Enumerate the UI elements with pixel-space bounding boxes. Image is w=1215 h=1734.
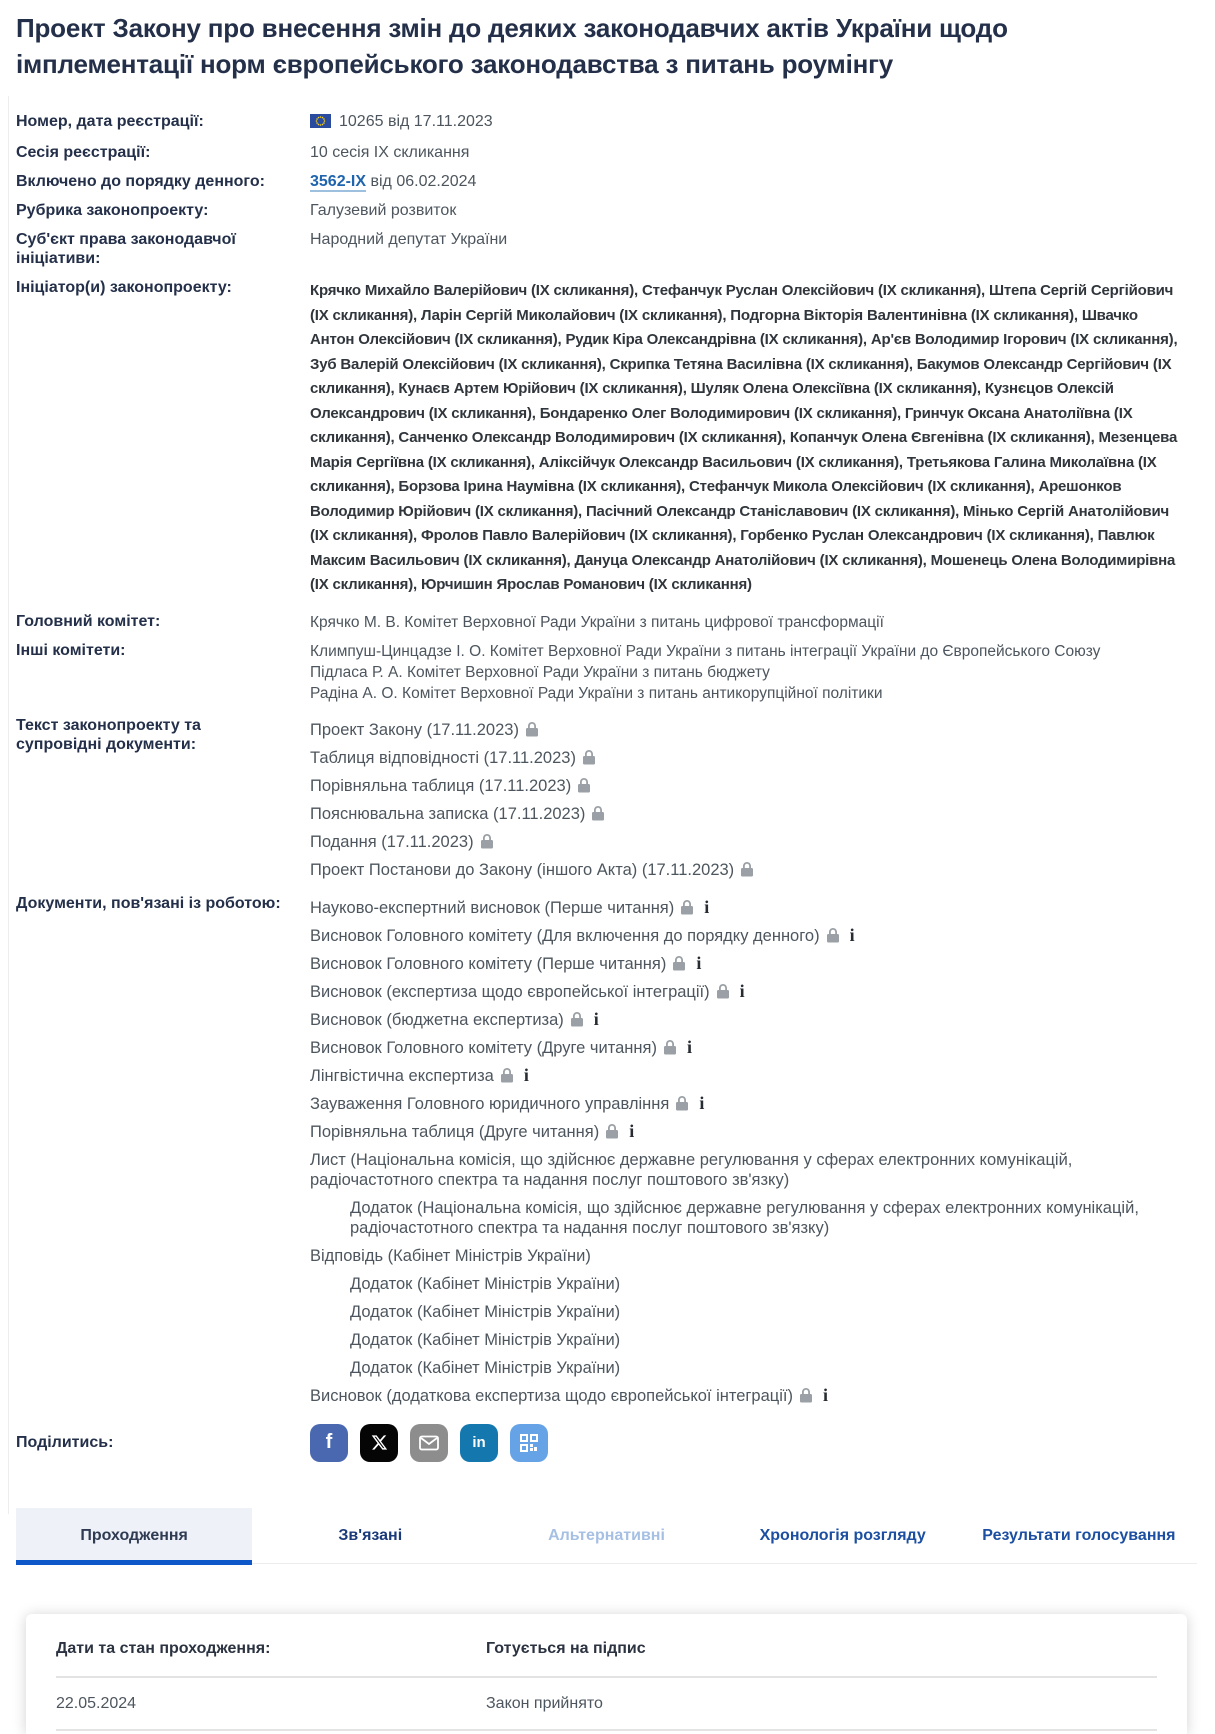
- document-link[interactable]: Висновок (додаткова експертиза щодо європейської інтеграції): [310, 1386, 793, 1405]
- related-document-item[interactable]: [310, 978, 1170, 1006]
- related-document-item[interactable]: [310, 1354, 1170, 1382]
- document-link[interactable]: Порівняльна таблиця (Друге читання): [310, 1122, 600, 1141]
- facebook-icon[interactable]: [310, 1424, 348, 1462]
- tab-alternative: Альтернативні: [548, 1526, 665, 1544]
- lock-icon: [740, 862, 754, 877]
- bill-page: [0, 10, 1215, 1734]
- page-title: Проект Закону про внесення змін до деяких законодавчих актів України щодо імплементації норм європейського законодавства з питань роумінгу: [16, 13, 1008, 79]
- related-document-item[interactable]: [310, 1194, 1170, 1242]
- qr-code-icon[interactable]: [510, 1424, 548, 1462]
- field-bill-documents: [16, 716, 1197, 884]
- info-icon[interactable]: i: [704, 896, 710, 917]
- passage-table-body: [56, 1678, 1157, 1731]
- info-icon[interactable]: i: [523, 1064, 529, 1085]
- passage-card: [26, 1614, 1187, 1734]
- document-link[interactable]: Проект Закону (17.11.2023): [310, 720, 519, 739]
- document-link[interactable]: Додаток (Національна комісія, що здійснює державне регулювання у сферах електронних комунікацій, радіочастотного спектра та надання послуг поштового зв'язку): [350, 1198, 1139, 1237]
- info-icon[interactable]: i: [739, 980, 745, 1001]
- document-link[interactable]: Відповідь (Кабінет Міністрів України): [310, 1246, 591, 1265]
- bill-document-item[interactable]: [310, 772, 1170, 800]
- related-document-item[interactable]: [310, 1090, 1170, 1118]
- passage-table-header: [56, 1614, 1157, 1676]
- linkedin-icon[interactable]: [460, 1424, 498, 1462]
- bill-documents-list: [310, 716, 1197, 884]
- field-value: [310, 112, 1197, 133]
- x-twitter-icon[interactable]: [360, 1424, 398, 1462]
- info-icon[interactable]: i: [822, 1384, 828, 1405]
- related-document-item[interactable]: [310, 1242, 1170, 1270]
- document-link[interactable]: Додаток (Кабінет Міністрів України): [350, 1302, 621, 1321]
- info-icon[interactable]: i: [699, 1092, 705, 1113]
- passage-status: Закон прийнято: [486, 1694, 603, 1712]
- tab-bar: [16, 1508, 1197, 1564]
- field-other-committees: [16, 641, 1197, 704]
- document-link[interactable]: Пояснювальна записка (17.11.2023): [310, 804, 586, 823]
- field-label: Включено до порядку денного:: [16, 173, 265, 190]
- passage-header-dates: Дати та стан проходження:: [56, 1639, 271, 1657]
- document-link[interactable]: Проект Постанови до Закону (іншого Акта) (17.11.2023): [310, 860, 735, 879]
- info-icon[interactable]: i: [849, 924, 855, 945]
- document-link[interactable]: Порівняльна таблиця (17.11.2023): [310, 776, 572, 795]
- document-link[interactable]: Висновок Головного комітету (Для включення до порядку денного): [310, 926, 820, 945]
- related-document-item[interactable]: [310, 1006, 1170, 1034]
- initiators-list: Крячко Михайло Валерійович (ІХ скликання), Стефанчук Руслан Олексійович (ІХ скликання), Штепа Сергій Сергійович (ІХ скликання), Ларін Сергій Миколайович (ІХ скликання), Подгорна Вікторія Валентинівна (ІХ скликання), Швачко Антон Олексійович (ІХ скликання), Рудик Кіра Олександрівна (ІХ скликання), Ар'єв Володимир Ігорович (ІХ скликання), Зуб Валерій Олексійович (ІХ скликання), Скрипка Тетяна Василівна (ІХ скликання), Бакумов Олександр Сергійович (ІХ скликання), Кунаєв Артем Юрійович (ІХ скликання), Шуляк Олена Олексіївна (ІХ скликання), Кузнєцов Олексій Олександрович (ІХ скликання), Бондаренко Олег Володимирович (ІХ скликання), Гринчук Оксана Анатоліївна (ІХ скликання), Санченко Олександр Володимирович (ІХ скликання), Копанчук Олена Євгенівна (ІХ скликання), Мезенцева Марія Сергіївна (ІХ скликання), Аліксійчук Олександр Васильович (ІХ скликання), Третьякова Галина Миколаївна (ІХ скликання), Борзова Ірина Наумівна (ІХ скликання), Стефанчук Микола Олексійович (ІХ скликання), Арешонков Володимир Юрійович (ІХ скликання), Пасічний Олександр Станіславович (ІХ скликання), Мінько Сергій Анатолійович (ІХ скликання), Фролов Павло Валерійович (ІХ скликання), Горбенко Руслан Олександрович (ІХ скликання), Павлюк Максим Васильович (ІХ скликання), Дануца Олександр Анатолійович (ІХ скликання), Мошенець Олена Володимирівна (ІХ скликання), Юрчишин Ярослав Романович (ІХ скликання): [310, 282, 1178, 593]
- rubric-value: Галузевий розвиток: [310, 202, 457, 219]
- lock-icon: [799, 1388, 813, 1403]
- eu-flag-icon: [310, 114, 331, 133]
- x-glyph: [371, 1434, 388, 1451]
- field-label: Сесія реєстрації:: [16, 144, 151, 161]
- related-document-item[interactable]: [310, 1118, 1170, 1146]
- field-label: Інші комітети:: [16, 641, 126, 659]
- lock-icon: [672, 956, 686, 971]
- lock-icon: [500, 1068, 514, 1083]
- registration-number: 10265 від 17.11.2023: [339, 113, 493, 130]
- field-label: Номер, дата реєстрації:: [16, 113, 204, 130]
- field-label: Поділитись:: [16, 1434, 114, 1451]
- info-icon[interactable]: i: [696, 952, 702, 973]
- tab-related[interactable]: Зв'язані: [338, 1526, 403, 1544]
- lock-icon: [480, 834, 494, 849]
- tab-passage[interactable]: Проходження: [16, 1508, 252, 1564]
- related-documents-list: [310, 894, 1197, 1410]
- committee-line: Радіна А. О. Комітет Верховної Ради України з питань антикорупційної політики: [310, 684, 883, 702]
- field-main-committee: [16, 612, 1197, 633]
- subject-value: Народний депутат України: [310, 231, 508, 248]
- document-link[interactable]: Подання (17.11.2023): [310, 832, 474, 851]
- lock-icon: [680, 900, 694, 915]
- field-share: [16, 1424, 1197, 1462]
- related-document-item[interactable]: [310, 1326, 1170, 1354]
- field-subject: [16, 230, 1197, 268]
- document-link[interactable]: Висновок Головного комітету (Перше читання): [310, 954, 667, 973]
- related-document-item[interactable]: [310, 1382, 1170, 1410]
- document-link[interactable]: Додаток (Кабінет Міністрів України): [350, 1358, 621, 1377]
- lock-icon: [582, 750, 596, 765]
- info-icon[interactable]: i: [593, 1008, 599, 1029]
- related-document-item[interactable]: [310, 1298, 1170, 1326]
- linkedin-glyph: in: [472, 1434, 486, 1451]
- bill-document-item[interactable]: [310, 716, 1170, 744]
- document-link[interactable]: Науково-експертний висновок (Перше читання): [310, 898, 675, 917]
- document-link[interactable]: Зауваження Головного юридичного управління: [310, 1094, 670, 1113]
- related-document-item[interactable]: [310, 1270, 1170, 1298]
- field-label: Документи, пов'язані із роботою:: [16, 894, 281, 912]
- lock-icon: [605, 1124, 619, 1139]
- field-rubric: [16, 201, 1197, 220]
- lock-icon: [716, 984, 730, 999]
- bill-document-item[interactable]: [310, 856, 1170, 884]
- lock-icon: [591, 806, 605, 821]
- envelope-glyph: [419, 1435, 439, 1451]
- field-registration: [16, 112, 1197, 133]
- related-document-item[interactable]: [310, 950, 1170, 978]
- field-initiators: [16, 278, 1197, 598]
- field-agenda: [16, 172, 1197, 191]
- agenda-resolution-link[interactable]: 3562-IX: [310, 173, 367, 190]
- related-document-item[interactable]: [310, 1062, 1170, 1090]
- email-icon[interactable]: [410, 1424, 448, 1462]
- share-icons: [310, 1424, 1197, 1462]
- field-value: [310, 172, 1197, 191]
- field-label: Рубрика законопроекту:: [16, 202, 209, 219]
- bill-fields: [16, 112, 1197, 1462]
- lock-icon: [663, 1040, 677, 1055]
- field-related-documents: [16, 894, 1197, 1410]
- table-divider: [56, 1729, 1157, 1731]
- lock-icon: [826, 928, 840, 943]
- agenda-date: від 06.02.2024: [366, 173, 477, 190]
- field-label: Головний комітет:: [16, 612, 161, 630]
- document-link[interactable]: Висновок Головного комітету (Друге читання): [310, 1038, 657, 1057]
- document-link[interactable]: Висновок (експертиза щодо європейської інтеграції): [310, 982, 710, 1001]
- info-icon[interactable]: i: [686, 1036, 692, 1057]
- related-document-item[interactable]: [310, 894, 1170, 922]
- related-document-item[interactable]: [310, 922, 1170, 950]
- passage-header-status: Готується на підпис: [486, 1639, 646, 1657]
- facebook-glyph: f: [325, 1431, 333, 1453]
- info-icon[interactable]: i: [629, 1120, 635, 1141]
- document-link[interactable]: Лінгвістична експертиза: [310, 1066, 494, 1085]
- document-link[interactable]: Додаток (Кабінет Міністрів України): [350, 1330, 621, 1349]
- field-label: Ініціатор(и) законопроекту:: [16, 279, 232, 296]
- other-committees-list: [310, 641, 1197, 704]
- qr-glyph: [519, 1433, 539, 1453]
- committee-line: Підласа Р. А. Комітет Верховної Ради України з питань бюджету: [310, 663, 770, 681]
- lock-icon: [675, 1096, 689, 1111]
- field-label: Суб'єкт права законодавчої ініціативи:: [16, 231, 236, 267]
- related-document-item[interactable]: [310, 1034, 1170, 1062]
- bill-document-item[interactable]: [310, 800, 1170, 828]
- bill-document-item[interactable]: [310, 744, 1170, 772]
- lock-icon: [570, 1012, 584, 1027]
- bill-document-item[interactable]: [310, 828, 1170, 856]
- document-link[interactable]: Лист (Національна комісія, що здійснює державне регулювання у сферах електронних комунікацій, радіочастотного спектра та надання послуг поштового зв'язку): [310, 1150, 1073, 1189]
- committee-line: Климпуш-Цинцадзе І. О. Комітет Верховної Ради України з питань інтеграції України до Європейського Союзу: [310, 642, 1101, 660]
- document-link[interactable]: Висновок (бюджетна експертиза): [310, 1010, 564, 1029]
- session-value: 10 сесія ІХ скликання: [310, 144, 470, 161]
- lock-icon: [525, 722, 539, 737]
- document-link[interactable]: Таблиця відповідності (17.11.2023): [310, 748, 576, 767]
- document-link[interactable]: Додаток (Кабінет Міністрів України): [350, 1274, 621, 1293]
- field-session: [16, 143, 1197, 162]
- related-document-item[interactable]: [310, 1146, 1170, 1194]
- passage-table-row: [56, 1678, 1157, 1729]
- tab-chronology[interactable]: Хронологія розгляду: [759, 1526, 926, 1544]
- main-committee-value: Крячко М. В. Комітет Верховної Ради України з питань цифрової трансформації: [310, 613, 884, 631]
- passage-date: 22.05.2024: [56, 1694, 137, 1712]
- tab-voting[interactable]: Результати голосування: [982, 1526, 1176, 1544]
- lock-icon: [577, 778, 591, 793]
- field-label: Текст законопроекту та супровідні документи:: [16, 716, 201, 753]
